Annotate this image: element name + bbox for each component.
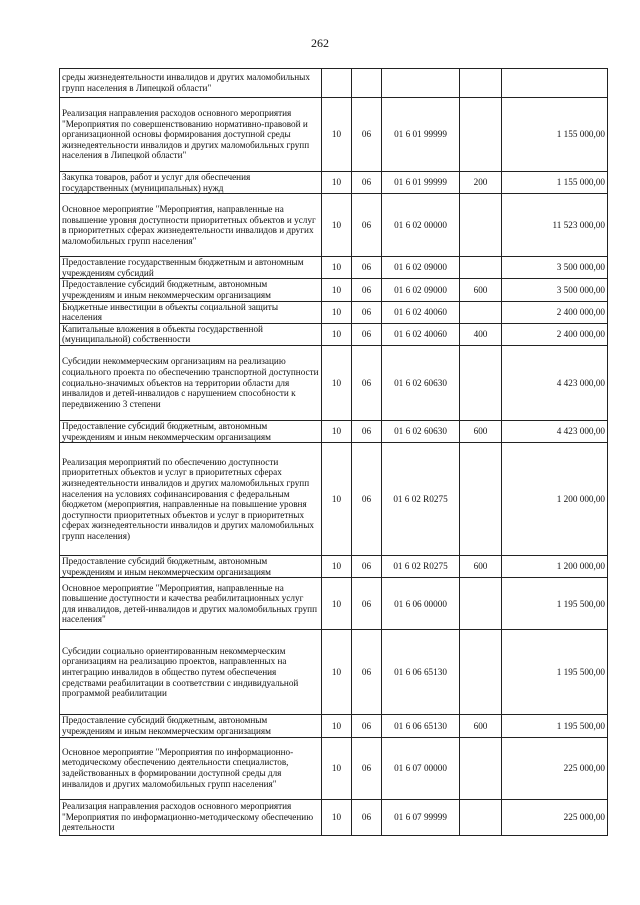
row-target-code: 01 6 06 65130 — [382, 715, 460, 737]
row-amount: 1 195 500,00 — [502, 578, 608, 630]
row-expense-type: 600 — [460, 715, 502, 737]
row-subsection: 06 — [352, 257, 382, 279]
row-expense-type — [460, 194, 502, 257]
budget-table-body — [60, 69, 608, 836]
row-name: среды жизнедеятельности инвалидов и других маломобильных групп населения в Липецкой области" — [60, 69, 322, 98]
row-target-code: 01 6 02 60630 — [382, 345, 460, 420]
row-name: Субсидии некоммерческим организациям на реализацию социального проекта по обеспечению транспортной доступности социально-значимых объектов на территории области для инвалидов и детей-инвалидов с нарушением способности к передвижению 3 степени — [60, 345, 322, 420]
row-target-code: 01 6 02 09000 — [382, 279, 460, 301]
row-target-code: 01 6 07 00000 — [382, 737, 460, 799]
row-amount: 4 423 000,00 — [502, 420, 608, 442]
row-subsection: 06 — [352, 630, 382, 715]
row-name: Предоставление субсидий бюджетным, автономным учреждениям и иным некоммерческим организациям — [60, 715, 322, 737]
table-row — [60, 578, 608, 630]
table-row — [60, 69, 608, 98]
row-section: 10 — [322, 420, 352, 442]
budget-table — [59, 68, 608, 836]
page-number: 262 — [311, 36, 329, 50]
row-section: 10 — [322, 556, 352, 578]
row-expense-type — [460, 578, 502, 630]
row-subsection: 06 — [352, 799, 382, 835]
row-target-code: 01 6 07 99999 — [382, 799, 460, 835]
row-expense-type — [460, 257, 502, 279]
row-subsection — [352, 69, 382, 98]
row-section: 10 — [322, 345, 352, 420]
table-row — [60, 737, 608, 799]
row-expense-type: 200 — [460, 172, 502, 194]
row-expense-type: 600 — [460, 420, 502, 442]
row-target-code — [382, 69, 460, 98]
row-expense-type: 600 — [460, 279, 502, 301]
row-subsection: 06 — [352, 556, 382, 578]
row-subsection: 06 — [352, 301, 382, 323]
row-subsection: 06 — [352, 443, 382, 556]
row-amount: 1 195 500,00 — [502, 715, 608, 737]
row-expense-type — [460, 69, 502, 98]
row-subsection: 06 — [352, 737, 382, 799]
row-amount: 3 500 000,00 — [502, 279, 608, 301]
table-row — [60, 443, 608, 556]
row-amount: 1 195 500,00 — [502, 630, 608, 715]
row-subsection: 06 — [352, 420, 382, 442]
row-subsection: 06 — [352, 715, 382, 737]
row-target-code: 01 6 02 R0275 — [382, 556, 460, 578]
row-target-code: 01 6 02 R0275 — [382, 443, 460, 556]
row-section: 10 — [322, 737, 352, 799]
row-name: Основное мероприятие "Мероприятия, направленные на повышение уровня доступности приоритетных объектов и услуг в приоритетных сферах жизнедеятельности инвалидов и других маломобильных групп населения" — [60, 194, 322, 257]
row-target-code: 01 6 06 65130 — [382, 630, 460, 715]
row-section: 10 — [322, 630, 352, 715]
row-name: Реализация направления расходов основного мероприятия "Мероприятия по информационно-методическому обеспечению деятельности — [60, 799, 322, 835]
row-target-code: 01 6 02 09000 — [382, 257, 460, 279]
table-row — [60, 345, 608, 420]
table-row — [60, 323, 608, 345]
row-section: 10 — [322, 323, 352, 345]
row-target-code: 01 6 01 99999 — [382, 98, 460, 172]
row-name: Предоставление субсидий бюджетным, автономным учреждениям и иным некоммерческим организациям — [60, 420, 322, 442]
row-amount: 3 500 000,00 — [502, 257, 608, 279]
table-row — [60, 799, 608, 835]
row-name: Предоставление субсидий бюджетным, автономным учреждениям и иным некоммерческим организациям — [60, 556, 322, 578]
row-amount: 4 423 000,00 — [502, 345, 608, 420]
row-name: Закупка товаров, работ и услуг для обеспечения государственных (муниципальных) нужд — [60, 172, 322, 194]
row-name: Основное мероприятие "Мероприятия, направленные на повышение доступности и качества реабилитационных услуг для инвалидов, детей-инвалидов и других маломобильных групп населения" — [60, 578, 322, 630]
row-amount: 1 200 000,00 — [502, 443, 608, 556]
table-row — [60, 194, 608, 257]
row-name: Основное мероприятие "Мероприятия по информационно-методическому обеспечению деятельности специалистов, задействованных в формировании доступной среды для инвалидов и других маломобильных групп населения" — [60, 737, 322, 799]
row-expense-type: 400 — [460, 323, 502, 345]
row-expense-type — [460, 630, 502, 715]
row-amount — [502, 69, 608, 98]
row-expense-type — [460, 443, 502, 556]
row-expense-type: 600 — [460, 556, 502, 578]
row-amount: 2 400 000,00 — [502, 323, 608, 345]
row-name: Субсидии социально ориентированным некоммерческим организациям на реализацию проектов, направленных на интеграцию инвалидов в общество путем обеспечения средствами реабилитации в соответствии с индивидуальной программой реабилитации — [60, 630, 322, 715]
row-target-code: 01 6 01 99999 — [382, 172, 460, 194]
row-name: Предоставление субсидий бюджетным, автономным учреждениям и иным некоммерческим организациям — [60, 279, 322, 301]
row-amount: 11 523 000,00 — [502, 194, 608, 257]
row-subsection: 06 — [352, 98, 382, 172]
row-expense-type — [460, 799, 502, 835]
row-section — [322, 69, 352, 98]
row-expense-type — [460, 737, 502, 799]
row-expense-type — [460, 301, 502, 323]
row-amount: 1 155 000,00 — [502, 172, 608, 194]
table-row — [60, 98, 608, 172]
row-section: 10 — [322, 715, 352, 737]
row-expense-type — [460, 345, 502, 420]
row-amount: 225 000,00 — [502, 737, 608, 799]
row-subsection: 06 — [352, 345, 382, 420]
table-row — [60, 301, 608, 323]
row-name: Реализация направления расходов основного мероприятия "Мероприятия по совершенствованию нормативно-правовой и организационной основы формирования доступной среды жизнедеятельности инвалидов и других маломобильных групп населения в Липецкой области" — [60, 98, 322, 172]
table-row — [60, 715, 608, 737]
table-row — [60, 172, 608, 194]
table-row — [60, 279, 608, 301]
row-section: 10 — [322, 257, 352, 279]
row-subsection: 06 — [352, 194, 382, 257]
row-section: 10 — [322, 279, 352, 301]
row-amount: 2 400 000,00 — [502, 301, 608, 323]
row-section: 10 — [322, 98, 352, 172]
row-subsection: 06 — [352, 172, 382, 194]
table-row — [60, 556, 608, 578]
row-section: 10 — [322, 799, 352, 835]
row-name: Реализация мероприятий по обеспечению доступности приоритетных объектов и услуг в приоритетных сферах жизнедеятельности инвалидов и других маломобильных групп населения на условиях софинансирования с федеральным бюджетом (мероприятия, направленные на повышение уровня доступности приоритетных объектов и услуг в приоритетных сферах жизнедеятельности инвалидов и других маломобильных групп населения) — [60, 443, 322, 556]
row-target-code: 01 6 02 40060 — [382, 323, 460, 345]
row-amount: 1 200 000,00 — [502, 556, 608, 578]
row-section: 10 — [322, 443, 352, 556]
row-section: 10 — [322, 301, 352, 323]
row-expense-type — [460, 98, 502, 172]
table-row — [60, 420, 608, 442]
row-amount: 1 155 000,00 — [502, 98, 608, 172]
row-target-code: 01 6 06 00000 — [382, 578, 460, 630]
table-row — [60, 630, 608, 715]
row-subsection: 06 — [352, 578, 382, 630]
row-section: 10 — [322, 578, 352, 630]
row-name: Капитальные вложения в объекты государственной (муниципальной) собственности — [60, 323, 322, 345]
row-name: Предоставление государственным бюджетным и автономным учреждениям субсидий — [60, 257, 322, 279]
row-subsection: 06 — [352, 279, 382, 301]
row-name: Бюджетные инвестиции в объекты социальной защиты населения — [60, 301, 322, 323]
row-section: 10 — [322, 194, 352, 257]
row-subsection: 06 — [352, 323, 382, 345]
row-target-code: 01 6 02 60630 — [382, 420, 460, 442]
row-target-code: 01 6 02 40060 — [382, 301, 460, 323]
row-target-code: 01 6 02 00000 — [382, 194, 460, 257]
table-row — [60, 257, 608, 279]
row-amount: 225 000,00 — [502, 799, 608, 835]
row-section: 10 — [322, 172, 352, 194]
